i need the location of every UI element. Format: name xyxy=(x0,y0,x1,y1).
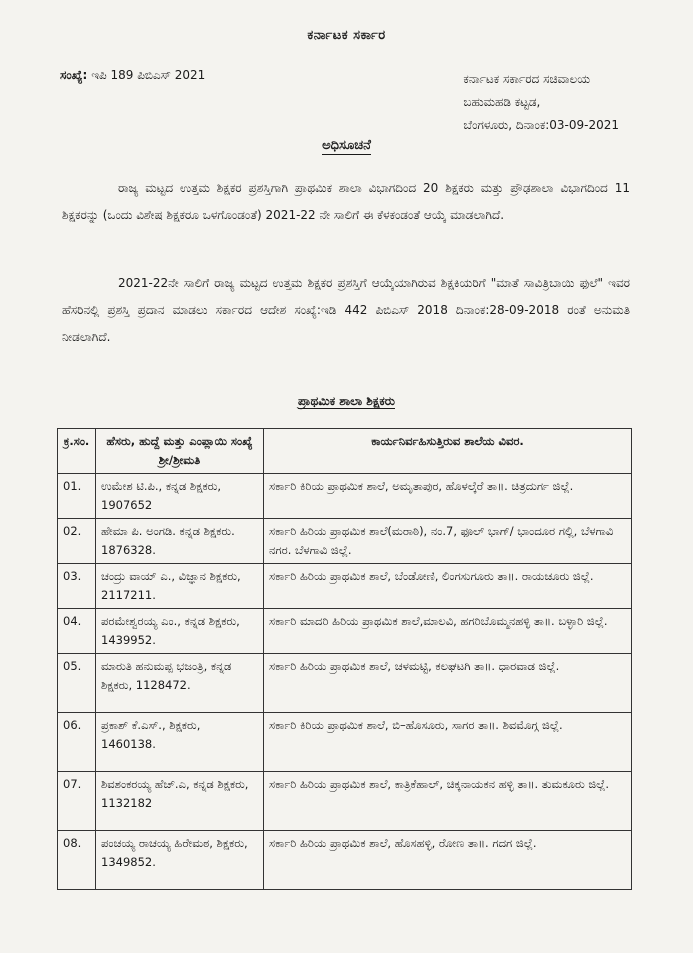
row-sl: 04. xyxy=(58,609,96,654)
table-row xyxy=(58,772,632,831)
row-sl: 03. xyxy=(58,564,96,609)
table-row xyxy=(58,519,632,564)
row-name: ಪರಮೇಶ್ವರಯ್ಯ ಎಂ., ಕನ್ನಡ ಶಿಕ್ಷಕರು, 1439952. xyxy=(96,609,264,654)
notification-title: ಅಧಿಸೂಚನೆ xyxy=(322,138,371,153)
row-school: ಸರ್ಕಾರಿ ಹಿರಿಯ ಪ್ರಾಥಮಿಕ ಶಾಲೆ, ಬೆಂಡೋಣಿ, ಲಿಂಗಸುಗೂರು ತಾ॥. ರಾಯಚೂರು ಜಿಲ್ಲೆ. xyxy=(264,564,632,609)
table-heading xyxy=(0,394,693,409)
row-sl: 07. xyxy=(58,772,96,831)
header-sl-no: ಕ್ರ.ಸಂ. xyxy=(58,429,96,474)
reference-number-label: ಸಂಖ್ಯೆ: xyxy=(60,68,88,82)
row-school: ಸರ್ಕಾರಿ ಹಿರಿಯ ಪ್ರಾಥಮಿಕ ಶಾಲೆ, ಕಾತ್ರಿಕೆಹಾಲ್, ಚಿಕ್ಕನಾಯಕನ ಹಳ್ಳಿ ತಾ॥. ತುಮಕೂರು ಜಿಲ್ಲೆ. xyxy=(264,772,632,831)
table-row xyxy=(58,713,632,772)
table-title: ಪ್ರಾಥಮಿಕ ಶಾಲಾ ಶಿಕ್ಷಕರು xyxy=(298,394,395,408)
document-title: ಕರ್ನಾಟಕ ಸರ್ಕಾರ xyxy=(307,28,386,43)
row-name: ಉಮೇಶ ಟಿ.ಪಿ., ಕನ್ನಡ ಶಿಕ್ಷಕರು, 1907652 xyxy=(96,474,264,519)
row-name: ಹೇಮಾ ಪಿ. ಅಂಗಡಿ. ಕನ್ನಡ ಶಿಕ್ಷಕರು. 1876328. xyxy=(96,519,264,564)
office-line-3: ಬೆಂಗಳೂರು, ದಿನಾಂಕ:03-09-2021 xyxy=(463,118,619,132)
teachers-table xyxy=(57,428,632,890)
row-sl: 05. xyxy=(58,654,96,713)
reference-number xyxy=(60,68,205,83)
row-school: ಸರ್ಕಾರಿ ಹಿರಿಯ ಪ್ರಾಥಮಿಕ ಶಾಲೆ(ಮರಾಠಿ), ನಂ.7, ಫೂಲ್ ಭಾಗ್/ ಭಾಂದೂರ ಗಲ್ಲಿ, ಬೆಳಗಾವಿ ನಗರ. ಬೆಳಗಾವಿ ಜಿಲ್ಲೆ. xyxy=(264,519,632,564)
table-row xyxy=(58,654,632,713)
row-name: ಪಂಚಯ್ಯ ರಾಚಯ್ಯ ಹಿರೇಮಠ, ಶಿಕ್ಷಕರು, 1349852. xyxy=(96,831,264,890)
row-sl: 08. xyxy=(58,831,96,890)
office-address xyxy=(463,68,619,137)
paragraph-2: 2021-22ನೇ ಸಾಲಿಗೆ ರಾಜ್ಯ ಮಟ್ಟದ ಉತ್ತಮ ಶಿಕ್ಷಕರ ಪ್ರಶಸ್ತಿಗೆ ಆಯ್ಕೆಯಾಗಿರುವ ಶಿಕ್ಷಕಿಯರಿಗೆ "ಮಾತೆ ಸಾವಿತ್ರಿಬಾಯಿ ಫುಲೆ" ಇವರ ಹೆಸರಿನಲ್ಲಿ ಪ್ರಶಸ್ತಿ ಪ್ರದಾನ ಮಾಡಲು ಸರ್ಕಾರದ ಆದೇಶ ಸಂಖ್ಯೆ:ಇಡಿ 442 ಪಿಬಿಎಸ್ 2018 ದಿನಾಂಕ:28-09-2018 ರಂತೆ ಅನುಮತಿ ನೀಡಲಾಗಿದೆ. xyxy=(62,276,630,344)
row-school: ಸರ್ಕಾರಿ ಕಿರಿಯ ಪ್ರಾಥಮಿಕ ಶಾಲೆ, ಅಮೃತಾಪುರ, ಹೊಳಲ್ಕೆರೆ ತಾ॥. ಚಿತ್ರದುರ್ಗ ಜಿಲ್ಲೆ. xyxy=(264,474,632,519)
row-school: ಸರ್ಕಾರಿ ಕಿರಿಯ ಪ್ರಾಥಮಿಕ ಶಾಲೆ, ಬಿ–ಹೊಸೂರು, ಸಾಗರ ತಾ॥. ಶಿವಮೊಗ್ಗ ಜಿಲ್ಲೆ. xyxy=(264,713,632,772)
table-row xyxy=(58,474,632,519)
header-name-text: ಹೆಸರು, ಹುದ್ದೆ ಮತ್ತು ಎಂಪ್ಲಾಯಿ ಸಂಖ್ಯೆ xyxy=(106,434,253,448)
table-row xyxy=(58,564,632,609)
header-school: ಕಾರ್ಯನಿರ್ವಹಿಸುತ್ತಿರುವ ಶಾಲೆಯ ವಿವರ. xyxy=(264,429,632,474)
table-header-row xyxy=(58,429,632,474)
row-name: ಶಿವಶಂಕರಯ್ಯ ಹೆಚ್.ಎ, ಕನ್ನಡ ಶಿಕ್ಷಕರು, 1132182 xyxy=(96,772,264,831)
row-sl: 01. xyxy=(58,474,96,519)
notification-heading xyxy=(0,138,693,153)
header-name-sub: ಶ್ರೀ/ಶ್ರೀಮತಿ xyxy=(158,453,201,467)
row-sl: 02. xyxy=(58,519,96,564)
reference-number-value: ಇಪಿ 189 ಪಿಬಿಎಸ್ 2021 xyxy=(91,68,206,82)
row-sl: 06. xyxy=(58,713,96,772)
row-school: ಸರ್ಕಾರಿ ಮಾದರಿ ಹಿರಿಯ ಪ್ರಾಥಮಿಕ ಶಾಲೆ,ಮಾಲವಿ, ಹಗರಿಬೊಮ್ಮನಹಳ್ಳಿ ತಾ॥. ಬಳ್ಳಾರಿ ಜಿಲ್ಲೆ. xyxy=(264,609,632,654)
row-name: ಮಾರುತಿ ಹನುಮಪ್ಪ ಭಜಂತ್ರಿ, ಕನ್ನಡ ಶಿಕ್ಷಕರು, 1128472. xyxy=(96,654,264,713)
table-row xyxy=(58,831,632,890)
table-row xyxy=(58,609,632,654)
row-name: ಪ್ರಕಾಶ್ ಕೆ.ಎಸ್., ಶಿಕ್ಷಕರು, 1460138. xyxy=(96,713,264,772)
office-line-2: ಬಹುಮಹಡಿ ಕಟ್ಟಡ, xyxy=(463,95,541,109)
row-name: ಚಂದ್ರು ವಾಯ್ ಎ., ವಿಜ್ಞಾನ ಶಿಕ್ಷಕರು, 2117211. xyxy=(96,564,264,609)
header-name xyxy=(96,429,264,474)
office-line-1: ಕರ್ನಾಟಕ ಸರ್ಕಾರದ ಸಚಿವಾಲಯ xyxy=(463,72,591,86)
paragraph-1: ರಾಜ್ಯ ಮಟ್ಟದ ಉತ್ತಮ ಶಿಕ್ಷಕರ ಪ್ರಶಸ್ತಿಗಾಗಿ ಪ್ರಾಥಮಿಕ ಶಾಲಾ ವಿಭಾಗದಿಂದ 20 ಶಿಕ್ಷಕರು ಮತ್ತು ಪ್ರೌಢಶಾಲಾ ವಿಭಾಗದಿಂದ 11 ಶಿಕ್ಷಕರನ್ನು (ಒಂದು ವಿಶೇಷ ಶಿಕ್ಷಕರೂ ಒಳಗೊಂಡಂತೆ) 2021-22 ನೇ ಸಾಲಿಗೆ ಈ ಕೆಳಕಂಡಂತೆ ಆಯ್ಕೆ ಮಾಡಲಾಗಿದೆ. xyxy=(62,181,630,222)
row-school: ಸರ್ಕಾರಿ ಹಿರಿಯ ಪ್ರಾಥಮಿಕ ಶಾಲೆ, ಚಳಮಟ್ಟಿ, ಕಲಘಟಗಿ ತಾ॥. ಧಾರವಾಡ ಜಿಲ್ಲೆ. xyxy=(264,654,632,713)
row-school: ಸರ್ಕಾರಿ ಹಿರಿಯ ಪ್ರಾಥಮಿಕ ಶಾಲೆ, ಹೊಸಹಳ್ಳಿ, ರೋಣ ತಾ॥. ಗದಗ ಜಿಲ್ಲೆ. xyxy=(264,831,632,890)
